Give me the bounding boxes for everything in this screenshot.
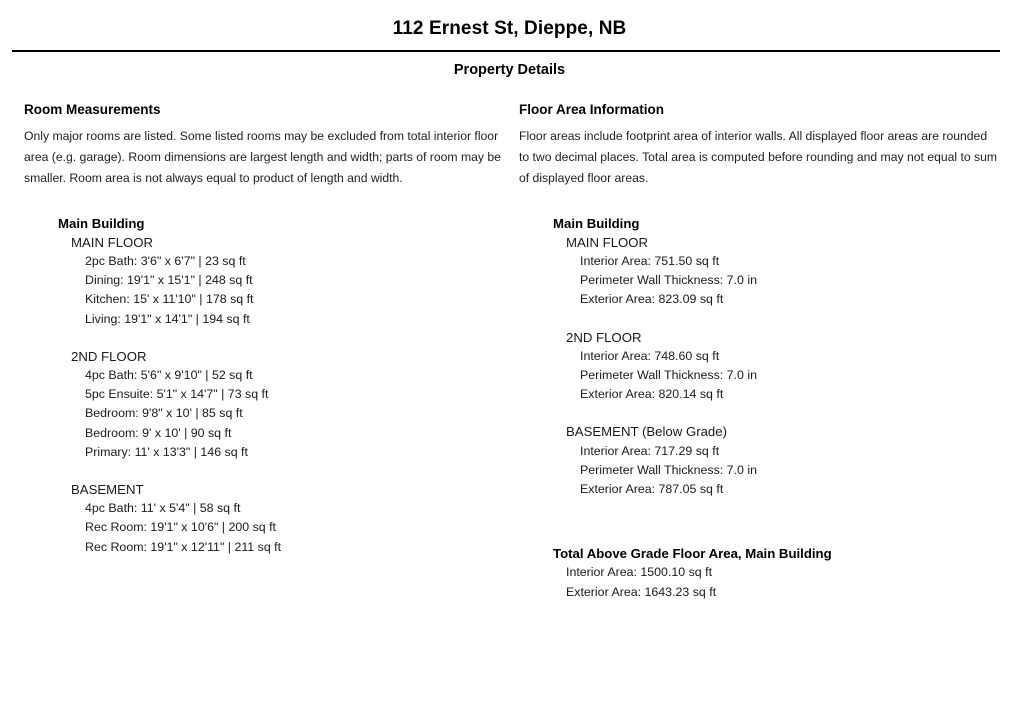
floor-name: MAIN FLOOR: [71, 234, 154, 250]
room-entry: Living: 19'1" x 14'1" | 194 sq ft: [85, 311, 250, 326]
page-title: 112 Ernest St, Dieppe, NB: [392, 18, 627, 39]
room-entry: Primary: 11' x 13'3" | 146 sq ft: [85, 444, 248, 459]
room-entry: Bedroom: 9' x 10' | 90 sq ft: [85, 425, 232, 440]
total-entry: Interior Area: 1500.10 sq ft: [566, 565, 713, 580]
area-group-main-floor: [519, 233, 1000, 310]
floor-area-note: Floor areas include footprint area of interior walls. All displayed floor areas are rounded to two decimal places. Total area is computed before rounding and may not equal to sum of displayed floor areas.: [519, 128, 998, 185]
building-name: Main Building: [58, 215, 145, 231]
area-entry: Interior Area: 751.50 sq ft: [580, 253, 720, 268]
area-entry: Perimeter Wall Thickness: 7.0 in: [580, 273, 757, 288]
room-measurements-building: [24, 214, 501, 557]
floor-name: BASEMENT: [71, 482, 144, 498]
room-entry: Rec Room: 19'1" x 10'6" | 200 sq ft: [85, 520, 277, 535]
room-entry: 4pc Bath: 11' x 5'4" | 58 sq ft: [85, 501, 241, 516]
area-group-2nd-floor: [519, 328, 1000, 405]
building-name: Main Building: [553, 215, 640, 231]
room-entry: Bedroom: 9'8" x 10' | 85 sq ft: [85, 406, 243, 421]
room-entry: Dining: 19'1" x 15'1" | 248 sq ft: [85, 273, 253, 288]
area-entry: Exterior Area: 787.05 sq ft: [580, 482, 724, 496]
area-entry: Interior Area: 717.29 sq ft: [580, 443, 720, 458]
room-measurements-column: [24, 101, 519, 557]
total-above-grade-heading: Total Above Grade Floor Area, Main Building: [553, 546, 832, 562]
floor-name: BASEMENT (Below Grade): [566, 424, 727, 440]
floor-area-information-column: [519, 101, 1000, 602]
room-entry: 4pc Bath: 5'6" x 9'10" | 52 sq ft: [85, 367, 253, 382]
total-above-grade-block: [519, 544, 1000, 602]
room-entry: 2pc Bath: 3'6" x 6'7" | 23 sq ft: [85, 253, 246, 268]
floor-group-main-floor: [24, 233, 501, 329]
area-entry: Perimeter Wall Thickness: 7.0 in: [580, 367, 757, 382]
area-entry: Interior Area: 748.60 sq ft: [580, 348, 720, 363]
area-entry: Exterior Area: 820.14 sq ft: [580, 387, 724, 402]
room-entry: Rec Room: 19'1" x 12'11" | 211 sq ft: [85, 539, 282, 554]
area-entry: Perimeter Wall Thickness: 7.0 in: [580, 462, 757, 477]
floor-area-building: [519, 214, 1000, 602]
area-group-basement: [519, 422, 1000, 499]
area-entry: Exterior Area: 823.09 sq ft: [580, 292, 724, 307]
floor-name: MAIN FLOOR: [566, 234, 649, 250]
floor-name: 2ND FLOOR: [566, 329, 642, 345]
title-divider: [12, 50, 1000, 52]
room-measurements-heading: Room Measurements: [24, 102, 161, 118]
room-measurements-note: Only major rooms are listed. Some listed rooms may be excluded from total interior floor area (e.g. garage). Room dimensions are largest length and width; parts of room may be smaller. Room area is not always equal to product of length and width.: [24, 128, 501, 185]
floor-area-heading: Floor Area Information: [519, 102, 665, 118]
floor-group-basement: [24, 480, 501, 557]
page-subtitle: Property Details: [453, 61, 566, 78]
total-entry: Exterior Area: 1643.23 sq ft: [566, 584, 717, 599]
room-entry: 5pc Ensuite: 5'1" x 14'7" | 73 sq ft: [85, 387, 269, 402]
room-entry: Kitchen: 15' x 11'10" | 178 sq ft: [85, 292, 254, 307]
content-columns: [0, 101, 1019, 602]
floor-group-2nd-floor: [24, 347, 501, 462]
floor-name: 2ND FLOOR: [71, 348, 147, 364]
